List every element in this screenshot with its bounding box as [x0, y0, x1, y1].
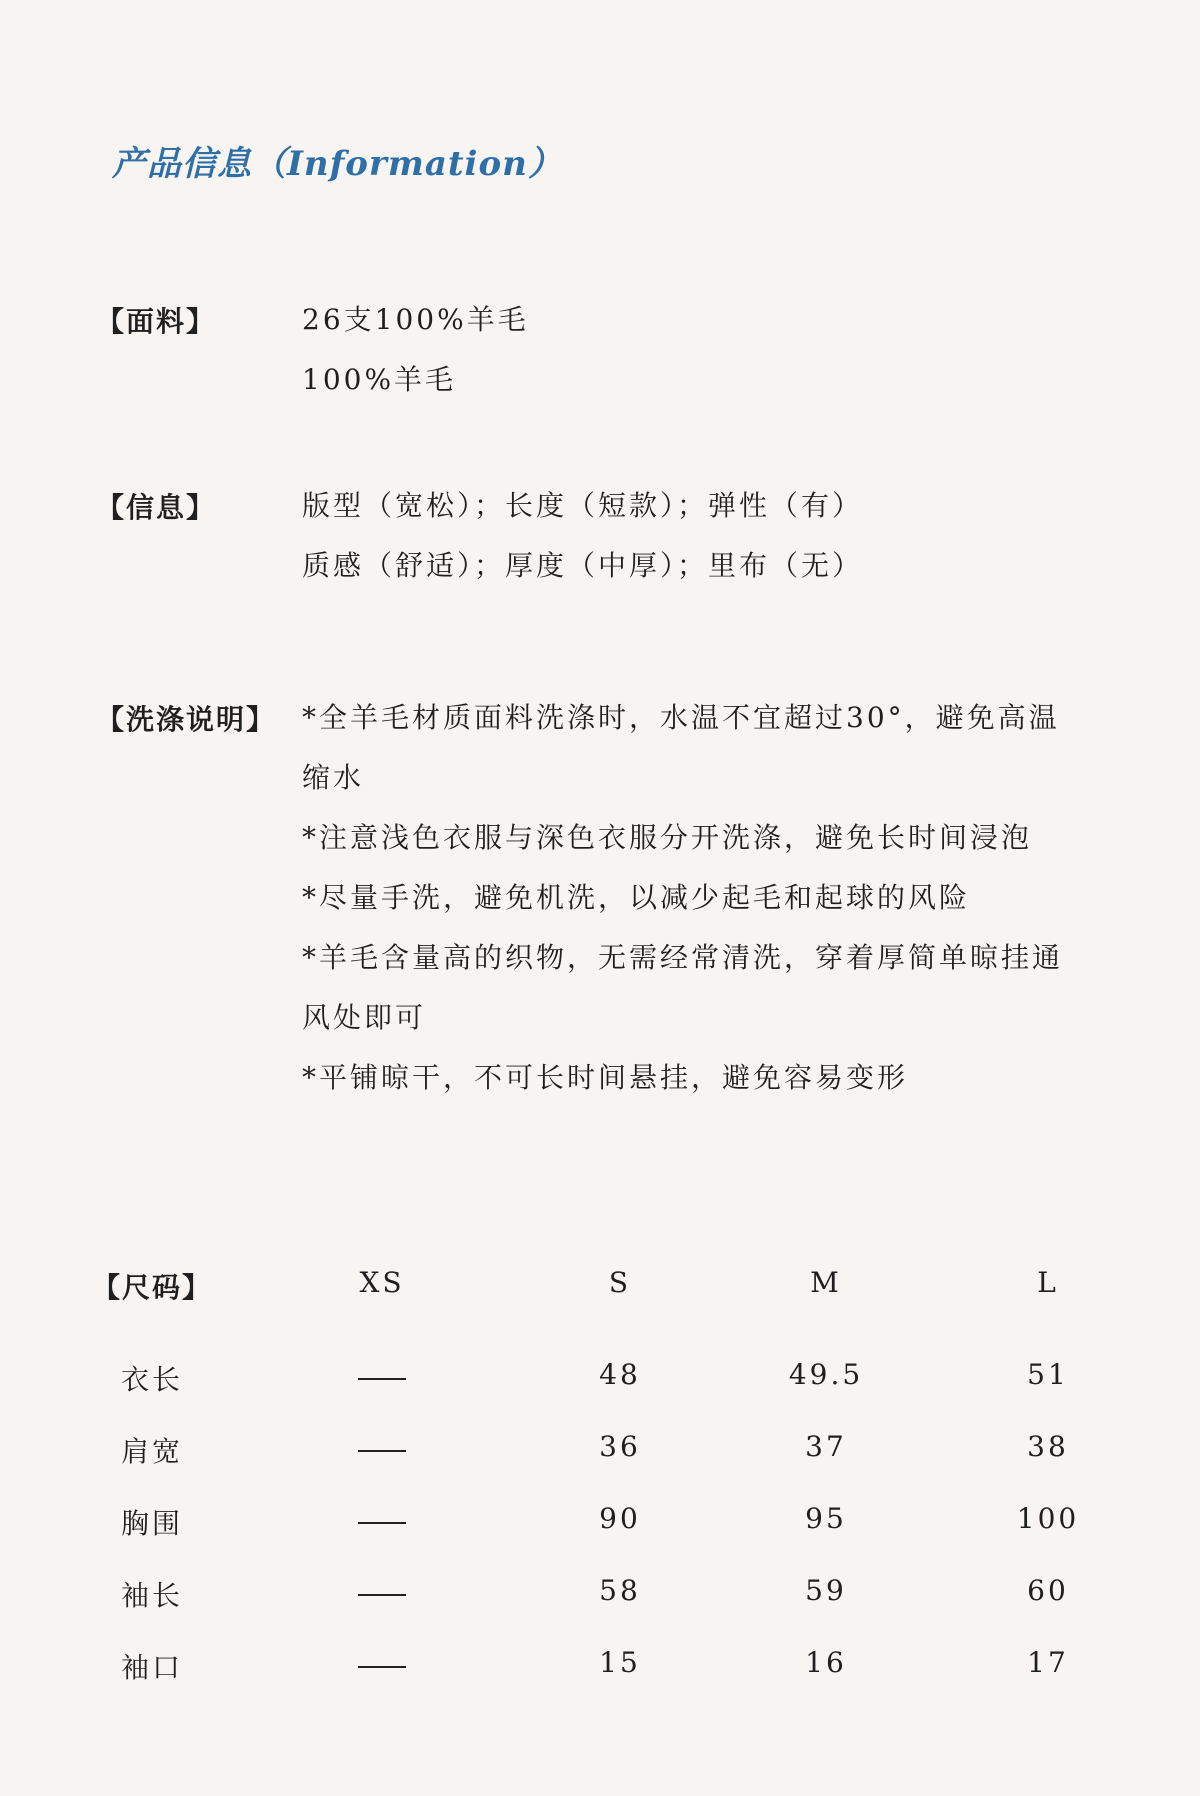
size-cell: 36 [599, 1430, 641, 1463]
size-cell: 59 [805, 1574, 847, 1607]
washing-line: *全羊毛材质面料洗涤时，水温不宜超过30°，避免高温缩水 [302, 701, 1060, 794]
size-cell: 16 [805, 1646, 847, 1679]
size-label: 【尺码】 [92, 1271, 213, 1304]
size-cell-empty-dash [358, 1450, 406, 1452]
size-cell-empty-dash [358, 1594, 406, 1596]
washing-line: *注意浅色衣服与深色衣服分开洗涤，避免长时间浸泡 [302, 821, 1033, 854]
info-line: 版型（宽松）；长度（短款）；弹性（有） [302, 489, 864, 522]
fabric-line: 26支100%羊毛 [302, 303, 529, 336]
size-cell: 15 [599, 1646, 641, 1679]
size-cell: 51 [1027, 1358, 1069, 1391]
size-cell-empty-dash [358, 1522, 406, 1524]
size-row-label: 肩宽 [120, 1435, 183, 1468]
size-cell: 49.5 [788, 1358, 864, 1391]
washing-line: *羊毛含量高的织物，无需经常清洗，穿着厚简单晾挂通风处即可 [302, 941, 1064, 1034]
fabric-line: 100%羊毛 [302, 363, 457, 396]
page-title: 产品信息（Information） [112, 144, 563, 184]
washing-line: *尽量手洗，避免机洗，以减少起毛和起球的风险 [302, 881, 971, 914]
size-cell: 58 [599, 1574, 641, 1607]
size-cell: 48 [599, 1358, 641, 1391]
size-row-label: 袖长 [120, 1579, 183, 1612]
washing-label: 【洗涤说明】 [96, 703, 277, 736]
info-content [302, 476, 863, 596]
size-col-header: XS [359, 1266, 405, 1299]
info-label: 【信息】 [96, 491, 217, 524]
size-cell: 37 [805, 1430, 847, 1463]
size-col-header: S [608, 1266, 632, 1299]
size-cell: 95 [805, 1502, 847, 1535]
size-cell: 100 [1016, 1502, 1080, 1535]
fabric-content [302, 290, 529, 410]
size-cell-empty-dash [358, 1666, 406, 1668]
size-cell: 90 [599, 1502, 641, 1535]
info-line: 质感（舒适）；厚度（中厚）；里布（无） [302, 549, 864, 582]
size-row-label: 袖口 [120, 1651, 183, 1684]
size-col-header: L [1037, 1266, 1059, 1299]
fabric-label: 【面料】 [96, 305, 217, 338]
size-cell: 60 [1027, 1574, 1069, 1607]
size-cell: 38 [1027, 1430, 1069, 1463]
washing-content [302, 688, 1082, 1108]
size-row-label: 胸围 [120, 1507, 183, 1540]
size-cell: 17 [1027, 1646, 1069, 1679]
size-col-header: M [810, 1266, 842, 1299]
size-row-label: 衣长 [120, 1363, 183, 1396]
washing-line: *平铺晾干，不可长时间悬挂，避免容易变形 [302, 1061, 909, 1094]
size-cell-empty-dash [358, 1378, 406, 1380]
